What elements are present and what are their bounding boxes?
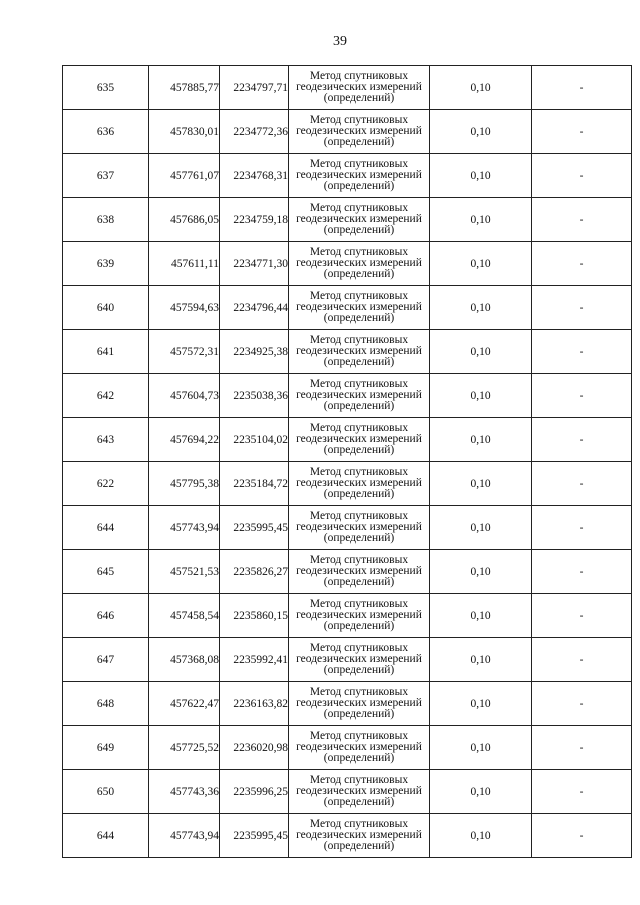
method-line: (определений)	[323, 180, 395, 192]
coordinates-table	[62, 65, 632, 858]
point-number-cell: 649	[63, 726, 149, 770]
method-line: (определений)	[323, 796, 395, 808]
table-row	[63, 154, 632, 198]
method-cell	[289, 374, 430, 418]
table-row	[63, 594, 632, 638]
point-number-cell: 645	[63, 550, 149, 594]
extra-cell: -	[532, 726, 632, 770]
method-line: геодезических измерений	[296, 785, 422, 797]
y-coordinate-cell: 2234759,18	[220, 198, 289, 242]
method-line: Метод спутниковых	[309, 510, 409, 522]
accuracy-cell: 0,10	[430, 242, 532, 286]
method-line: (определений)	[323, 92, 395, 104]
point-number-cell: 635	[63, 66, 149, 110]
accuracy-cell: 0,10	[430, 374, 532, 418]
extra-cell: -	[532, 550, 632, 594]
y-coordinate-cell: 2235995,45	[220, 814, 289, 858]
accuracy-cell: 0,10	[430, 814, 532, 858]
y-coordinate-cell: 2234796,44	[220, 286, 289, 330]
x-coordinate-cell: 457686,05	[149, 198, 220, 242]
accuracy-cell: 0,10	[430, 638, 532, 682]
x-coordinate-cell: 457572,31	[149, 330, 220, 374]
table-row	[63, 682, 632, 726]
extra-cell: -	[532, 418, 632, 462]
x-coordinate-cell: 457743,36	[149, 770, 220, 814]
extra-cell: -	[532, 594, 632, 638]
extra-cell: -	[532, 198, 632, 242]
x-coordinate-cell: 457761,07	[149, 154, 220, 198]
method-line: геодезических измерений	[296, 213, 422, 225]
table-row	[63, 814, 632, 858]
table-row	[63, 330, 632, 374]
method-line: геодезических измерений	[296, 521, 422, 533]
method-cell	[289, 242, 430, 286]
method-line: Метод спутниковых	[309, 686, 409, 698]
y-coordinate-cell: 2234771,30	[220, 242, 289, 286]
method-line: Метод спутниковых	[309, 642, 409, 654]
y-coordinate-cell: 2235996,25	[220, 770, 289, 814]
method-line: (определений)	[323, 400, 395, 412]
method-line: (определений)	[323, 708, 395, 720]
method-cell	[289, 638, 430, 682]
method-line: Метод спутниковых	[309, 290, 409, 302]
method-line: геодезических измерений	[296, 741, 422, 753]
extra-cell: -	[532, 330, 632, 374]
point-number-cell: 639	[63, 242, 149, 286]
method-line: геодезических измерений	[296, 345, 422, 357]
accuracy-cell: 0,10	[430, 286, 532, 330]
method-line: (определений)	[323, 356, 395, 368]
method-line: геодезических измерений	[296, 81, 422, 93]
method-line: геодезических измерений	[296, 433, 422, 445]
table-row	[63, 506, 632, 550]
point-number-cell: 642	[63, 374, 149, 418]
y-coordinate-cell: 2234797,71	[220, 66, 289, 110]
table-row	[63, 550, 632, 594]
y-coordinate-cell: 2234772,36	[220, 110, 289, 154]
accuracy-cell: 0,10	[430, 462, 532, 506]
method-line: Метод спутниковых	[309, 818, 409, 830]
method-line: Метод спутниковых	[309, 246, 409, 258]
table-row	[63, 286, 632, 330]
point-number-cell: 648	[63, 682, 149, 726]
y-coordinate-cell: 2235992,41	[220, 638, 289, 682]
y-coordinate-cell: 2234925,38	[220, 330, 289, 374]
method-cell	[289, 682, 430, 726]
method-line: Метод спутниковых	[309, 378, 409, 390]
point-number-cell: 641	[63, 330, 149, 374]
method-line: Метод спутниковых	[309, 774, 409, 786]
x-coordinate-cell: 457830,01	[149, 110, 220, 154]
y-coordinate-cell: 2235038,36	[220, 374, 289, 418]
method-line: Метод спутниковых	[309, 114, 409, 126]
method-line: геодезических измерений	[296, 609, 422, 621]
x-coordinate-cell: 457458,54	[149, 594, 220, 638]
method-cell	[289, 286, 430, 330]
y-coordinate-cell: 2235826,27	[220, 550, 289, 594]
method-line: Метод спутниковых	[309, 466, 409, 478]
table-row	[63, 770, 632, 814]
y-coordinate-cell: 2234768,31	[220, 154, 289, 198]
y-coordinate-cell: 2235860,15	[220, 594, 289, 638]
method-line: Метод спутниковых	[309, 422, 409, 434]
accuracy-cell: 0,10	[430, 506, 532, 550]
y-coordinate-cell: 2235184,72	[220, 462, 289, 506]
method-line: геодезических измерений	[296, 169, 422, 181]
x-coordinate-cell: 457743,94	[149, 814, 220, 858]
point-number-cell: 644	[63, 814, 149, 858]
method-line: Метод спутниковых	[309, 730, 409, 742]
extra-cell: -	[532, 682, 632, 726]
method-cell	[289, 550, 430, 594]
point-number-cell: 640	[63, 286, 149, 330]
method-cell	[289, 770, 430, 814]
table-row	[63, 66, 632, 110]
extra-cell: -	[532, 66, 632, 110]
accuracy-cell: 0,10	[430, 198, 532, 242]
method-line: геодезических измерений	[296, 125, 422, 137]
method-cell	[289, 506, 430, 550]
x-coordinate-cell: 457368,08	[149, 638, 220, 682]
accuracy-cell: 0,10	[430, 550, 532, 594]
x-coordinate-cell: 457795,38	[149, 462, 220, 506]
method-cell	[289, 66, 430, 110]
method-line: геодезических измерений	[296, 565, 422, 577]
accuracy-cell: 0,10	[430, 682, 532, 726]
method-line: (определений)	[323, 620, 395, 632]
extra-cell: -	[532, 242, 632, 286]
extra-cell: -	[532, 638, 632, 682]
method-line: (определений)	[323, 224, 395, 236]
method-line: геодезических измерений	[296, 829, 422, 841]
accuracy-cell: 0,10	[430, 66, 532, 110]
point-number-cell: 643	[63, 418, 149, 462]
method-line: Метод спутниковых	[309, 554, 409, 566]
method-line: (определений)	[323, 576, 395, 588]
x-coordinate-cell: 457604,73	[149, 374, 220, 418]
method-line: Метод спутниковых	[309, 202, 409, 214]
point-number-cell: 647	[63, 638, 149, 682]
method-line: (определений)	[323, 752, 395, 764]
method-line: Метод спутниковых	[309, 334, 409, 346]
accuracy-cell: 0,10	[430, 154, 532, 198]
method-cell	[289, 418, 430, 462]
point-number-cell: 622	[63, 462, 149, 506]
accuracy-cell: 0,10	[430, 110, 532, 154]
y-coordinate-cell: 2236020,98	[220, 726, 289, 770]
x-coordinate-cell: 457521,53	[149, 550, 220, 594]
extra-cell: -	[532, 814, 632, 858]
method-cell	[289, 594, 430, 638]
extra-cell: -	[532, 154, 632, 198]
extra-cell: -	[532, 110, 632, 154]
accuracy-cell: 0,10	[430, 418, 532, 462]
method-cell	[289, 198, 430, 242]
method-cell	[289, 110, 430, 154]
method-line: (определений)	[323, 840, 395, 852]
method-line: (определений)	[323, 532, 395, 544]
table-row	[63, 726, 632, 770]
y-coordinate-cell: 2235104,02	[220, 418, 289, 462]
method-line: Метод спутниковых	[309, 158, 409, 170]
method-line: (определений)	[323, 444, 395, 456]
method-line: геодезических измерений	[296, 697, 422, 709]
page-number: 39	[333, 34, 347, 49]
method-line: (определений)	[323, 136, 395, 148]
extra-cell: -	[532, 462, 632, 506]
y-coordinate-cell: 2236163,82	[220, 682, 289, 726]
x-coordinate-cell: 457611,11	[149, 242, 220, 286]
method-line: (определений)	[323, 268, 395, 280]
method-line: Метод спутниковых	[309, 70, 409, 82]
method-line: (определений)	[323, 664, 395, 676]
extra-cell: -	[532, 286, 632, 330]
x-coordinate-cell: 457622,47	[149, 682, 220, 726]
table-body	[63, 66, 632, 858]
table-row	[63, 462, 632, 506]
method-line: геодезических измерений	[296, 477, 422, 489]
method-cell	[289, 154, 430, 198]
method-cell	[289, 330, 430, 374]
y-coordinate-cell: 2235995,45	[220, 506, 289, 550]
x-coordinate-cell: 457743,94	[149, 506, 220, 550]
accuracy-cell: 0,10	[430, 330, 532, 374]
point-number-cell: 644	[63, 506, 149, 550]
method-line: геодезических измерений	[296, 389, 422, 401]
method-line: Метод спутниковых	[309, 598, 409, 610]
accuracy-cell: 0,10	[430, 770, 532, 814]
method-line: геодезических измерений	[296, 653, 422, 665]
table-row	[63, 242, 632, 286]
method-cell	[289, 726, 430, 770]
point-number-cell: 650	[63, 770, 149, 814]
accuracy-cell: 0,10	[430, 726, 532, 770]
point-number-cell: 646	[63, 594, 149, 638]
table-row	[63, 374, 632, 418]
table-row	[63, 198, 632, 242]
method-line: геодезических измерений	[296, 301, 422, 313]
accuracy-cell: 0,10	[430, 594, 532, 638]
point-number-cell: 636	[63, 110, 149, 154]
x-coordinate-cell: 457594,63	[149, 286, 220, 330]
extra-cell: -	[532, 374, 632, 418]
table-row	[63, 638, 632, 682]
x-coordinate-cell: 457885,77	[149, 66, 220, 110]
method-line: (определений)	[323, 312, 395, 324]
method-line: (определений)	[323, 488, 395, 500]
table-row	[63, 418, 632, 462]
x-coordinate-cell: 457725,52	[149, 726, 220, 770]
point-number-cell: 638	[63, 198, 149, 242]
method-cell	[289, 462, 430, 506]
method-cell	[289, 814, 430, 858]
table-row	[63, 110, 632, 154]
x-coordinate-cell: 457694,22	[149, 418, 220, 462]
extra-cell: -	[532, 770, 632, 814]
point-number-cell: 637	[63, 154, 149, 198]
extra-cell: -	[532, 506, 632, 550]
method-line: геодезических измерений	[296, 257, 422, 269]
